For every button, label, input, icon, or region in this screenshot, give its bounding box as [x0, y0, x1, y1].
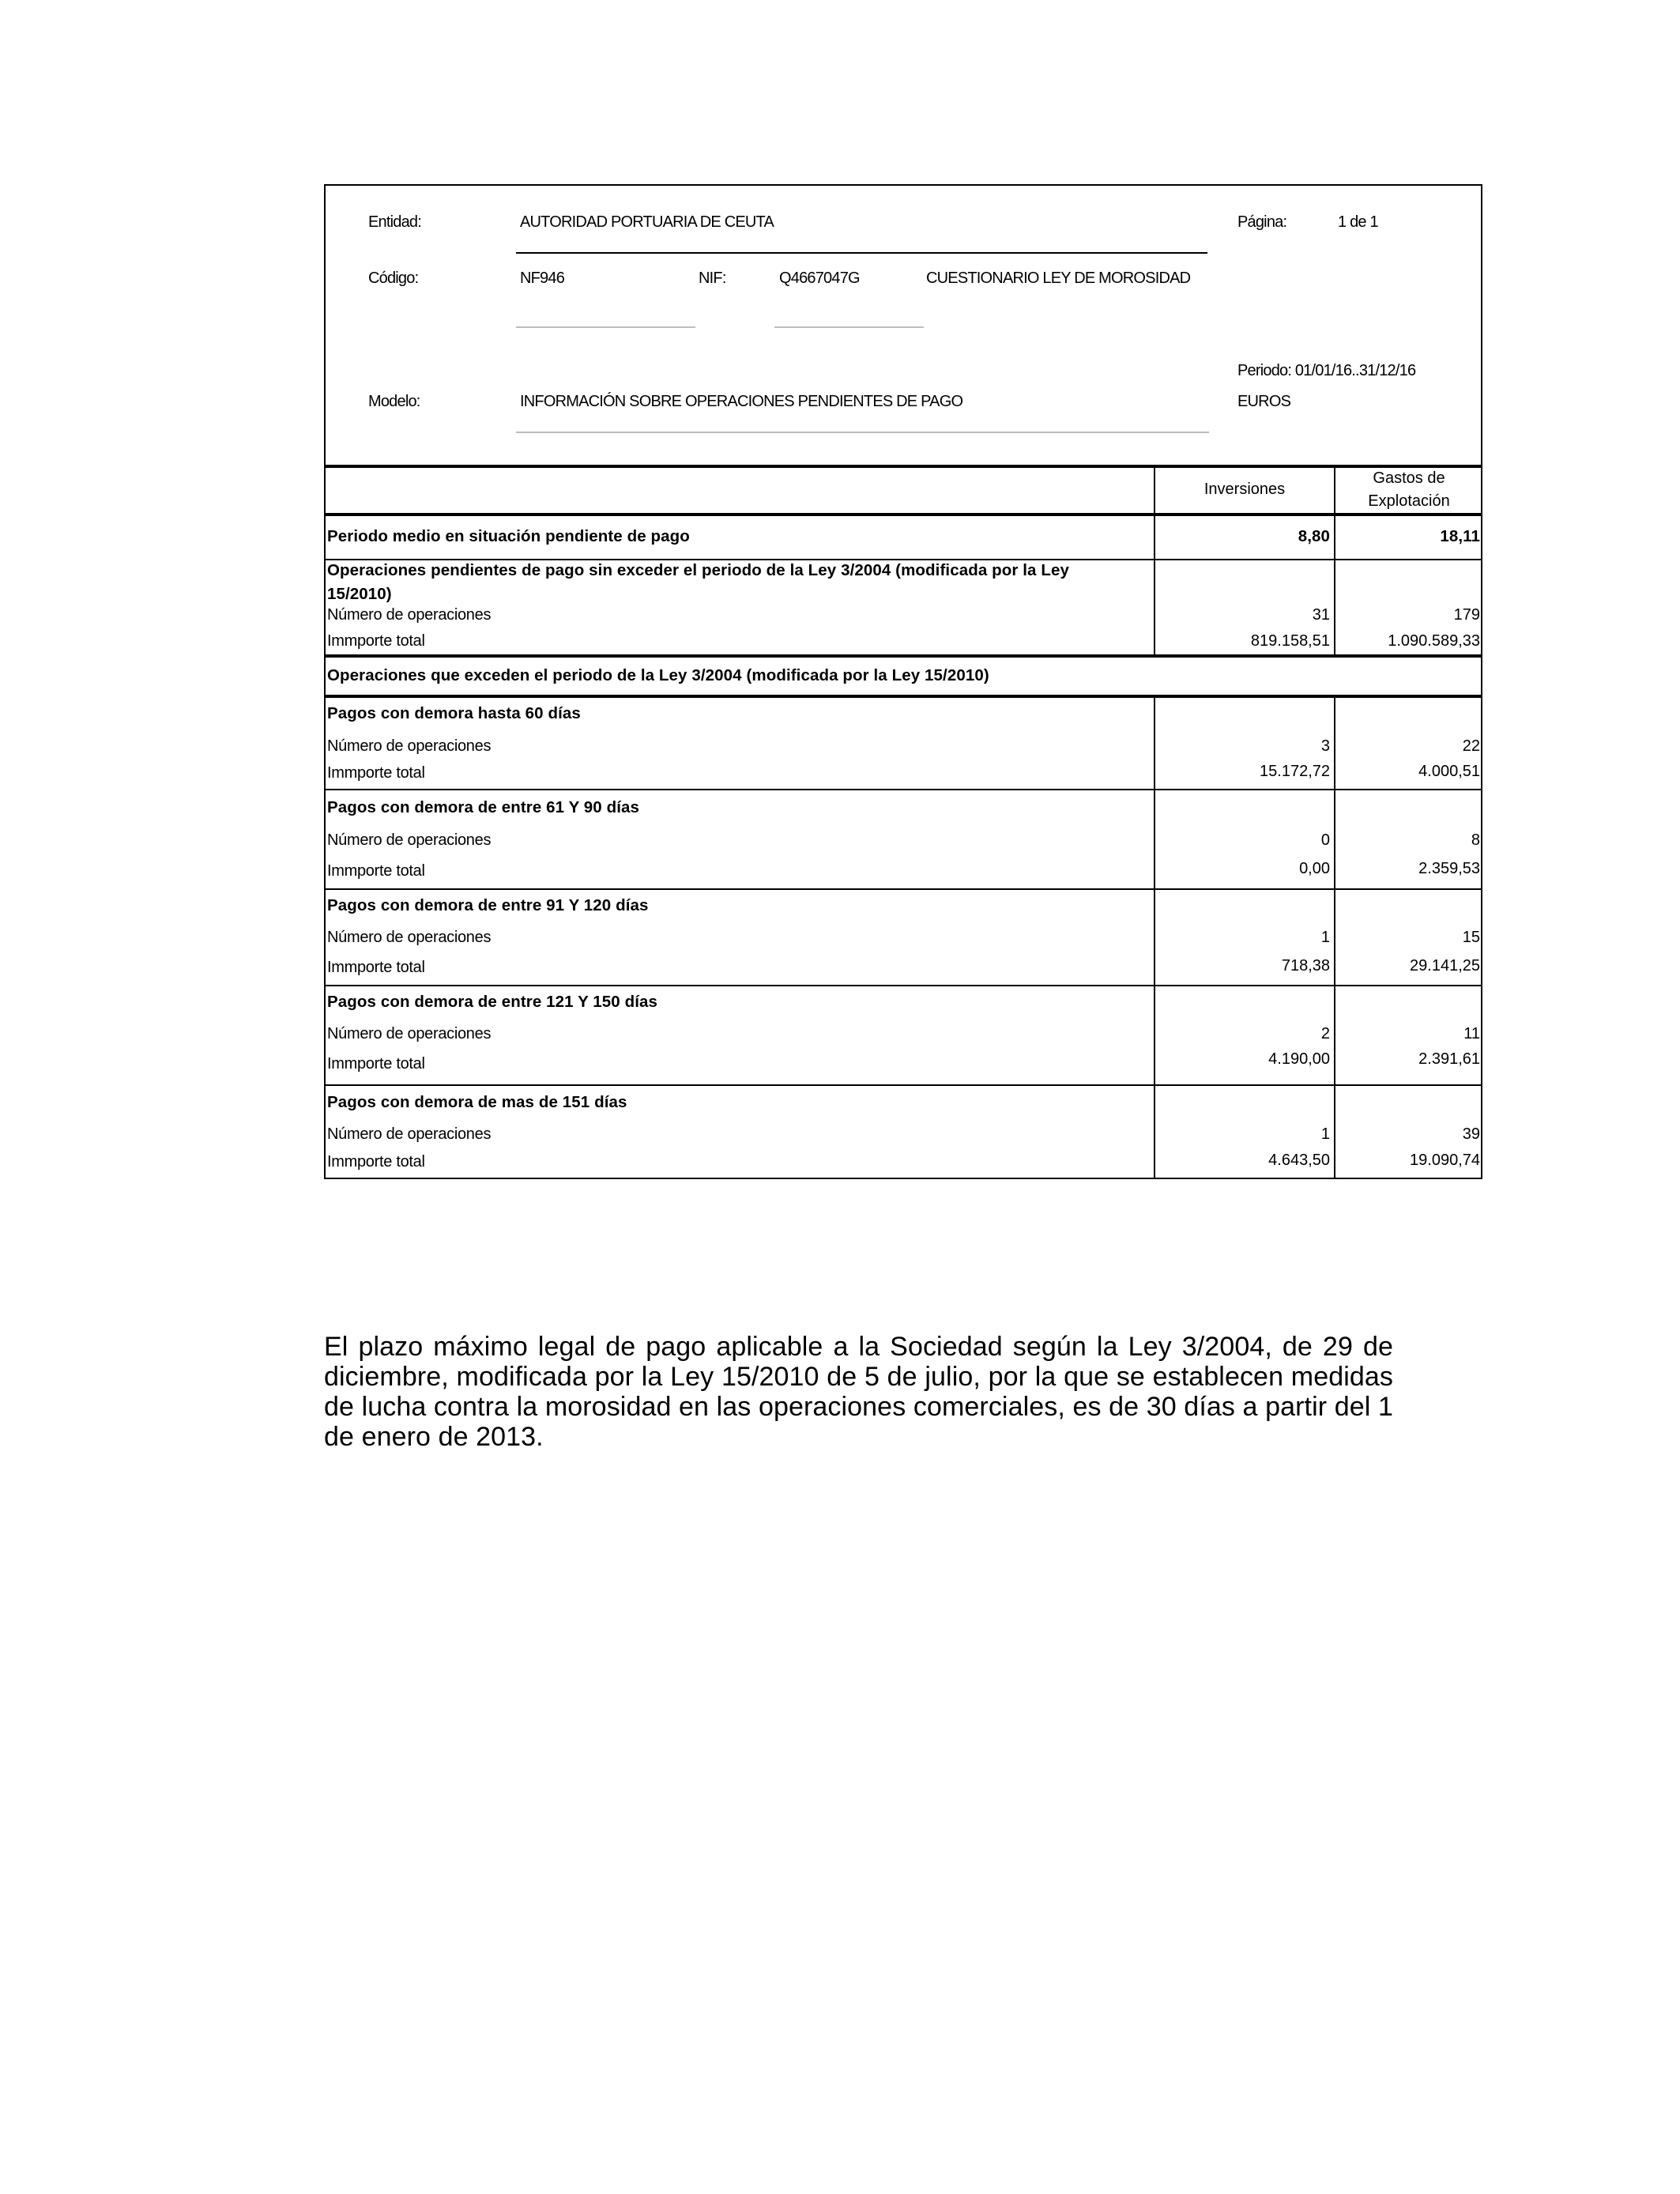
group-imp-label: Immporte total [327, 1055, 425, 1072]
group-imp-gas: 2.359,53 [1418, 860, 1480, 877]
group-num-label: Número de operaciones [327, 737, 492, 755]
pmp-rule [324, 559, 1482, 560]
table-top-rule [324, 465, 1482, 468]
col-header-gastos-1: Gastos de [1373, 469, 1445, 487]
group-num-gas: 22 [1462, 737, 1480, 755]
entidad-underline [516, 252, 1207, 254]
codigo-value: NF946 [520, 270, 565, 287]
pmp-label: Periodo medio en situación pendiente de pago [327, 527, 690, 545]
exceden-title: Operaciones que exceden el periodo de la Ley 3/2004 (modificada por la Ley 15/2010) [327, 666, 989, 684]
sin-exceder-imp-gas: 1.090.589,33 [1388, 632, 1480, 650]
group-imp-inv: 0,00 [1299, 860, 1330, 877]
group-imp-gas: 29.141,25 [1410, 957, 1480, 974]
group-imp-inv: 718,38 [1281, 957, 1330, 974]
codigo-underline [516, 326, 695, 328]
modelo-value: INFORMACIÓN SOBRE OPERACIONES PENDIENTES DE PAGO [520, 393, 963, 410]
cuestionario-title: CUESTIONARIO LEY DE MOROSIDAD [926, 270, 1191, 287]
col-divider-bottom-2 [1334, 696, 1335, 1179]
nif-underline [774, 326, 924, 328]
group-num-inv: 2 [1320, 1025, 1330, 1042]
sin-exceder-imp-label: Immporte total [327, 632, 425, 650]
legal-paragraph: El plazo máximo legal de pago aplicable a la Sociedad según la Ley 3/2004, de 29 de diciembre, modificada por la Ley 15/2010 de 5 de julio, por la que se establecen medidas de lucha contra la morosidad en las operaciones comerciales, es de 30 días a partir del 1 de enero de 2013. [324, 1332, 1393, 1452]
group-imp-inv: 4.643,50 [1268, 1152, 1330, 1169]
column-header-rule [324, 513, 1482, 516]
entidad-value: AUTORIDAD PORTUARIA DE CEUTA [520, 213, 774, 231]
nif-value: Q4667047G [779, 270, 860, 287]
group-title: Pagos con demora hasta 60 días [327, 704, 581, 722]
group-2-rule [324, 888, 1482, 890]
group-num-inv: 0 [1320, 831, 1330, 849]
sin-exceder-title-2: 15/2010) [327, 585, 392, 603]
sin-exceder-num-inv: 31 [1312, 606, 1330, 624]
group-imp-label: Immporte total [327, 959, 425, 976]
group-num-label: Número de operaciones [327, 929, 492, 946]
sin-exceder-rule [324, 654, 1482, 658]
group-imp-gas: 19.090,74 [1410, 1152, 1480, 1169]
entidad-label: Entidad: [368, 213, 421, 231]
group-num-inv: 1 [1320, 929, 1330, 946]
pmp-inversiones: 8,80 [1298, 527, 1330, 545]
exceden-rule [324, 695, 1482, 698]
group-imp-label: Immporte total [327, 862, 425, 880]
sin-exceder-num-label: Número de operaciones [327, 606, 492, 624]
group-num-label: Número de operaciones [327, 1125, 492, 1143]
pmp-gastos: 18,11 [1440, 527, 1480, 545]
periodo-label: Periodo: 01/01/16..31/12/16 [1237, 362, 1416, 379]
group-title: Pagos con demora de mas de 151 días [327, 1093, 627, 1111]
col-header-gastos-2: Explotación [1368, 492, 1450, 510]
group-1-rule [324, 789, 1482, 790]
modelo-underline [516, 432, 1209, 433]
group-num-label: Número de operaciones [327, 831, 492, 849]
group-num-gas: 15 [1462, 929, 1480, 946]
group-4-rule [324, 1084, 1482, 1086]
pagina-value: 1 de 1 [1338, 213, 1378, 231]
group-title: Pagos con demora de entre 91 Y 120 días [327, 896, 649, 914]
sin-exceder-num-gas: 179 [1453, 606, 1480, 624]
col-divider-bottom [1154, 696, 1155, 1179]
group-imp-gas: 4.000,51 [1418, 763, 1480, 780]
group-imp-label: Immporte total [327, 1153, 425, 1171]
group-num-gas: 39 [1462, 1125, 1480, 1143]
group-3-rule [324, 985, 1482, 986]
group-imp-inv: 4.190,00 [1268, 1050, 1330, 1068]
group-imp-inv: 15.172,72 [1260, 763, 1330, 780]
codigo-label: Código: [368, 270, 419, 287]
group-num-gas: 8 [1471, 831, 1480, 849]
group-num-gas: 11 [1463, 1025, 1480, 1042]
group-title: Pagos con demora de entre 121 Y 150 días [327, 993, 657, 1011]
pagina-label: Página: [1237, 213, 1287, 231]
group-imp-gas: 2.391,61 [1418, 1050, 1480, 1068]
nif-label: NIF: [699, 270, 726, 287]
group-num-label: Número de operaciones [327, 1025, 492, 1042]
col-header-inversiones: Inversiones [1203, 481, 1286, 498]
sin-exceder-title-1: Operaciones pendientes de pago sin exceder el periodo de la Ley 3/2004 (modificada por la Ley [327, 561, 1069, 579]
moneda-label: EUROS [1237, 393, 1291, 410]
sin-exceder-imp-inv: 819.158,51 [1250, 632, 1330, 650]
modelo-label: Modelo: [368, 393, 420, 410]
group-num-inv: 1 [1320, 1125, 1330, 1143]
group-imp-label: Immporte total [327, 764, 425, 782]
group-title: Pagos con demora de entre 61 Y 90 días [327, 798, 639, 816]
group-num-inv: 3 [1320, 737, 1330, 755]
